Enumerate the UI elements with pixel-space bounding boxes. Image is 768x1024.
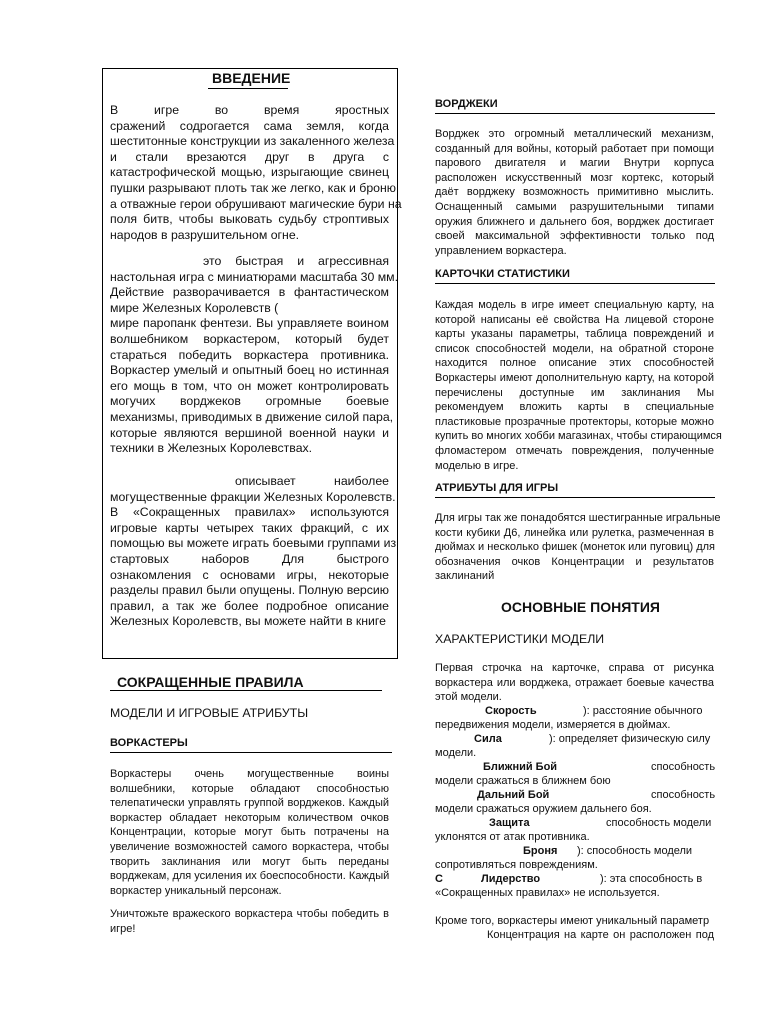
text-line: Железных Королевств, вы можете найти в книге — [110, 614, 386, 629]
warjacks-title-underline — [435, 113, 715, 114]
text-line: перечислены доступные им заклинания Мы — [435, 386, 714, 399]
text-line: список способностей модели, на обратной стороне — [435, 342, 714, 355]
text-line: рекомендуем вложить карты в специальные — [435, 401, 714, 414]
text-line: Ворджек это огромный металлический механизм, — [435, 128, 714, 140]
text-line: стартовых наборов Для быстрого — [110, 552, 389, 566]
text-line: Концентрации, которые могут быть потрачены на — [110, 826, 389, 839]
text-line: ворджекам, для усиления их боеспособности. Каждый — [110, 870, 390, 883]
melee-tail: способность — [651, 761, 716, 773]
text-line: воркастер уникальный персонаж. — [110, 884, 282, 897]
text-line: а отважные герои обрушивают магические бури на — [110, 196, 402, 211]
text-line: помощью вы можете играть боевыми группами из — [110, 536, 397, 551]
text-line: мире паропанк фентези. Вы управляете воином — [110, 316, 389, 331]
text-line: фломастером отмечать повреждения, полученные — [435, 445, 714, 457]
text-line: игре! — [110, 922, 136, 935]
attributes-title: АТРИБУТЫ ДЛЯ ИГРЫ — [435, 482, 559, 494]
stat-cards-title-underline — [435, 283, 715, 284]
rules-title-underline — [110, 690, 382, 691]
text-line: шеститонные конструкции из закаленного железа — [110, 134, 395, 149]
text-line: обозначения очков Концентрации и результатов — [435, 555, 714, 568]
text-line: настольная игра с миниатюрами масштаба 30 мм. — [110, 269, 399, 284]
text-line: Первая строчка на карточке, справа от рисунка — [435, 662, 714, 674]
text-line: разделы правил были опущены. Полную версию — [110, 583, 390, 598]
speed-tail: ): расстояние обычного — [583, 705, 703, 717]
armor-tail: ): способность модели — [577, 845, 693, 857]
text-line: поля битв, чтобы выковать судьбу строптивых — [110, 212, 389, 227]
text-line: телепатически управлять группой ворджеков. Каждый — [110, 797, 389, 810]
text-line: находится полное описание этих способностей — [435, 357, 714, 370]
text-line: В «Сокращенных правилах» используются — [110, 505, 389, 520]
focus-line-2: Концентрация на карте он расположен под — [487, 929, 714, 941]
warcasters-title: ВОРКАСТЕРЫ — [110, 737, 188, 749]
basics-subtitle: ХАРАКТЕРИСТИКИ МОДЕЛИ — [435, 632, 605, 646]
text-line: Воркастер умелый и опытный боец но истинная — [110, 363, 389, 378]
text-line: правил, а так же более подробное описание — [110, 598, 389, 613]
stat-cards-title: КАРТОЧКИ СТАТИСТИКИ — [435, 268, 570, 280]
text-line: и стали врезаются друг в друга с — [110, 149, 389, 164]
melee-continuation: модели сражаться в ближнем бою — [435, 775, 611, 787]
text-line: Действие разворачивается в фантастическом — [110, 285, 389, 300]
text-line: описывает наиболее — [235, 474, 389, 488]
defense-continuation: уклонятся от атак противника. — [435, 831, 590, 843]
text-line: воркастер обладает некоторым количеством очков — [110, 811, 389, 824]
armor-label: Броня — [523, 845, 558, 857]
text-line: могущественные фракции Железных Королевств. — [110, 489, 396, 504]
defense-tail: способность модели — [606, 817, 712, 829]
attributes-title-underline — [435, 497, 715, 498]
defense-label: Защита — [489, 817, 530, 829]
text-line: его мощь в том, что он может контролировать — [110, 378, 389, 393]
text-line: волшебники, которые обладают способностью — [110, 782, 389, 795]
text-line: парового двигателя и магии Внутри корпуса — [435, 157, 714, 170]
text-line: В игре во время яростных — [110, 103, 389, 117]
command-c: С — [435, 873, 443, 885]
speed-continuation: передвижения модели, измеряется в дюймах. — [435, 719, 671, 731]
rules-title: СОКРАЩЕННЫЕ ПРАВИЛА — [117, 674, 304, 690]
basics-title: ОСНОВНЫЕ ПОНЯТИЯ — [501, 599, 660, 615]
text-line: мире Железных Королевств ( — [110, 300, 279, 315]
text-line: Воркастеры очень могущественные воины — [110, 768, 389, 780]
text-line: даёт ворджеку возможность примитивно мыслить. — [435, 186, 714, 199]
text-line: волшебником воркастером, который будет — [110, 332, 389, 346]
text-line: Воркастеры имеют дополнительную карту, на которой — [435, 372, 714, 384]
intro-title-underline — [208, 88, 288, 89]
text-line: управлением воркастера. — [435, 244, 567, 257]
text-line: игровые карты четырех таких фракций, с их — [110, 520, 389, 535]
text-line: купить во многих хобби магазинах, чтобы стирающимся — [435, 430, 722, 443]
text-line: Оснащенный самыми разрушительными типами — [435, 201, 714, 213]
strength-tail: ): определяет физическую силу — [549, 733, 711, 745]
melee-label: Ближний Бой — [483, 761, 558, 773]
text-line: народов в разрушительном огне. — [110, 227, 300, 242]
text-line: Каждая модель в игре имеет специальную карту, на — [435, 299, 714, 311]
text-line: Для игры так же понадобятся шестигранные игральные — [435, 512, 721, 524]
text-line: карты указаны параметры, таблица повреждений и — [435, 328, 714, 341]
text-line: стараться победить воркастера противника. — [110, 347, 389, 362]
text-line: своей максимальной эффективности только под — [435, 230, 714, 243]
text-line: техники в Железных Королевствах. — [110, 441, 313, 456]
strength-label: Сила — [474, 733, 502, 745]
text-line: заклинаний — [435, 570, 495, 583]
text-line: созданный для войны, который работает при помощи — [435, 142, 714, 155]
command-label: Лидерство — [481, 873, 541, 885]
text-line: расположен искусственный мозг кортекс, который — [435, 171, 714, 184]
text-line: сражений содрогается сама земля, когда — [110, 118, 389, 133]
rules-subtitle: МОДЕЛИ И ИГРОВЫЕ АТРИБУТЫ — [110, 706, 309, 720]
text-line: механизмы, приводимых в движение силой пара, — [110, 410, 394, 424]
text-line: могучих ворджеков огромные боевые — [110, 394, 389, 409]
text-line: увеличение возможностей самого воркастера, чтобы — [110, 841, 389, 853]
text-line: оружия ближнего и дальнего боя, ворджек достигает — [435, 215, 714, 228]
text-line: Уничтожьте вражеского воркастера чтобы победить в — [110, 908, 389, 920]
text-line: моделью в игре. — [435, 459, 519, 472]
ranged-tail: способность — [651, 789, 716, 801]
text-line: которой написаны её свойства На лицевой стороне — [435, 313, 714, 326]
ranged-continuation: модели сражаться оружием дальнего боя. — [435, 803, 652, 815]
strength-continuation: модели. — [435, 747, 477, 759]
text-line: это быстрая и агрессивная — [203, 254, 389, 268]
text-line: этой модели. — [435, 691, 502, 704]
command-tail: ): эта способность в — [600, 873, 703, 885]
text-line: катастрофической мощью, изрыгающие свинец — [110, 165, 389, 180]
intro-title: ВВЕДЕНИЕ — [212, 70, 291, 86]
text-line: кости кубики Д6, линейка или рулетка, размеченная в — [435, 526, 714, 539]
text-line: воркастера или ворджека, отражает боевые качества — [435, 676, 714, 689]
text-line: творить заклинания или могут быть переданы — [110, 855, 389, 868]
text-line: дюймах и несколько фишек (монеток или пуговиц) для — [435, 541, 716, 554]
text-line: которые являются вершиной военной науки и — [110, 425, 389, 440]
warjacks-title: ВОРДЖЕКИ — [435, 98, 498, 110]
text-line: пластиковые прозрачные протекторы, которые можно — [435, 415, 714, 428]
command-continuation: «Сокращенных правилах» не используется. — [435, 887, 660, 899]
warcasters-title-underline — [110, 752, 392, 753]
ranged-label: Дальний Бой — [477, 789, 550, 801]
speed-label: Скорость — [485, 705, 537, 717]
text-line: пушки разрывают плоть так же легко, как и броню — [110, 181, 397, 195]
armor-continuation: сопротивляться повреждениям. — [435, 859, 598, 871]
text-line: ознакомления с основами игры, некоторые — [110, 567, 389, 582]
focus-line-1: Кроме того, воркастеры имеют уникальный параметр — [435, 915, 710, 927]
